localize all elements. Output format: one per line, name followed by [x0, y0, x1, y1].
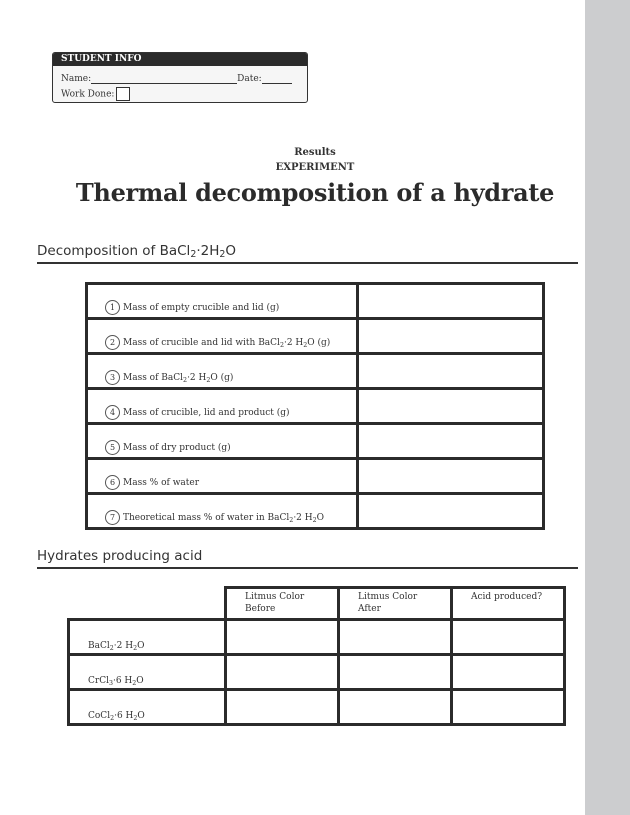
table-row: 7 Theoretical mass % of water in BaCl$_2$·2 $H_2O$ [87, 494, 544, 529]
student-info-header: STUDENT INFO [53, 53, 307, 66]
column-header: Litmus Color After [339, 588, 452, 620]
answer-cell[interactable] [226, 620, 339, 655]
answer-cell[interactable] [339, 655, 452, 690]
table-row: 4 Mass of crucible, lid and product (g) [87, 389, 544, 424]
decomposition-table [85, 282, 545, 530]
work-done-row [61, 87, 130, 101]
answer-cell[interactable] [358, 459, 544, 494]
answer-cell[interactable] [339, 620, 452, 655]
table-row [69, 690, 565, 725]
date-field[interactable] [262, 73, 292, 84]
table-row: 1 Mass of empty crucible and lid (g) [87, 284, 544, 319]
answer-cell[interactable] [358, 424, 544, 459]
table-row: 3 Mass of BaCl$_2$·2 $H_2O$ (g) [87, 354, 544, 389]
answer-cell[interactable] [358, 319, 544, 354]
section-rule [37, 262, 578, 264]
page-side-margin [585, 0, 630, 815]
name-field[interactable] [91, 73, 237, 84]
answer-cell[interactable] [358, 494, 544, 529]
section-rule [37, 567, 578, 569]
table-row: 6 Mass % of water [87, 459, 544, 494]
answer-cell[interactable] [358, 354, 544, 389]
hydrates-acid-table [67, 586, 566, 726]
work-done-label: Work Done: [61, 89, 115, 100]
answer-cell[interactable] [452, 690, 565, 725]
answer-cell[interactable] [452, 655, 565, 690]
section-heading-decomposition: Decomposition of $BaCl_2\cdot 2H_2O$ [37, 243, 237, 260]
table-row [69, 620, 565, 655]
column-header: Acid produced? [452, 588, 565, 620]
compound-label: CrCl$_3$·6 $H_2O$ [69, 655, 226, 690]
column-header: Litmus Color Before [226, 588, 339, 620]
compound-label: BaCl$_2$·2 $H_2O$ [69, 620, 226, 655]
answer-cell[interactable] [226, 655, 339, 690]
experiment-label: EXPERIMENT [275, 162, 355, 173]
table-header-row [69, 588, 565, 620]
compound-label: CoCl$_2$·6 $H_2O$ [69, 690, 226, 725]
name-date-row [61, 73, 301, 84]
student-info-box [52, 52, 308, 103]
table-row [69, 655, 565, 690]
page-title: Thermal decomposition of a hydrate [75, 178, 555, 207]
answer-cell[interactable] [452, 620, 565, 655]
results-label: Results [294, 147, 336, 158]
table-row: 2 Mass of crucible and lid with BaCl$_2$·2 $H_2O$ (g) [87, 319, 544, 354]
date-label: Date: [237, 74, 262, 84]
answer-cell[interactable] [339, 690, 452, 725]
section-heading-hydrates-acid: Hydrates producing acid [37, 548, 203, 564]
answer-cell[interactable] [358, 284, 544, 319]
table-row: 5 Mass of dry product (g) [87, 424, 544, 459]
answer-cell[interactable] [358, 389, 544, 424]
answer-cell[interactable] [226, 690, 339, 725]
work-done-checkbox[interactable] [116, 87, 130, 101]
name-label: Name: [61, 74, 92, 84]
